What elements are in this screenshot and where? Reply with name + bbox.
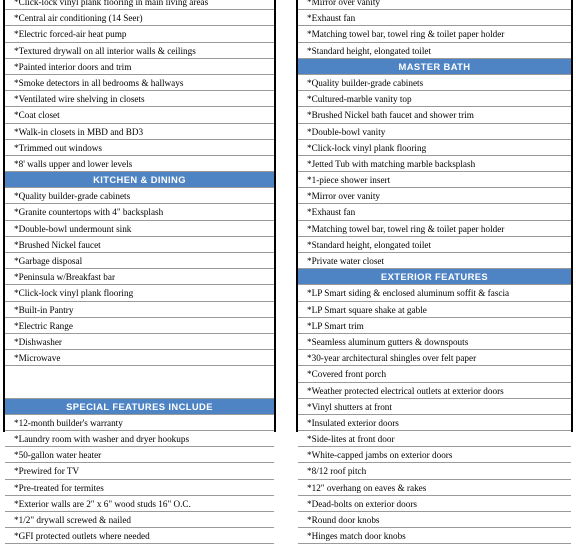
list-item: *Covered front porch (298, 366, 571, 382)
list-item: *12" overhang on eaves & rakes (298, 480, 571, 496)
list-item: *Central air conditioning (14 Seer) (5, 10, 274, 26)
list-item: *Exterior walls are 2" x 6" wood studs 16" O.C. (5, 496, 274, 512)
list-item: *Garbage disposal (5, 253, 274, 269)
list-item: *Click-lock vinyl plank flooring (298, 140, 571, 156)
list-item: *Pre-treated for termites (5, 480, 274, 496)
list-item: *Double-bowl undermount sink (5, 221, 274, 237)
list-item: *8' walls upper and lower levels (5, 156, 274, 172)
list-item: *Prewired for TV (5, 463, 274, 479)
list-item: *Textured drywall on all interior walls & ceilings (5, 43, 274, 59)
list-item: *50-gallon water heater (5, 447, 274, 463)
right-feature-column (296, 0, 573, 542)
kitchen-dining-header: KITCHEN & DINING (5, 172, 274, 188)
list-item: *Granite countertops with 4" backsplash (5, 204, 274, 220)
list-item: *Click-lock vinyl plank flooring in main living areas (5, 0, 274, 10)
list-item: *Smoke detectors in all bedrooms & hallways (5, 75, 274, 91)
list-item: *Vinyl shutters at front (298, 399, 571, 415)
kitchen-features-list (5, 188, 274, 366)
list-item: *Electric Range (5, 318, 274, 334)
list-item: *GFI protected outlets where needed (5, 528, 274, 544)
list-item: *Painted interior doors and trim (5, 59, 274, 75)
special-features-header: SPECIAL FEATURES INCLUDE (5, 399, 274, 415)
list-item: *Trimmed out windows (5, 140, 274, 156)
list-item: *Hinges match door knobs (298, 528, 571, 544)
list-item: *Standard height, elongated toilet (298, 43, 571, 59)
list-item: *Exhaust fan (298, 10, 571, 26)
list-item: *Round door knobs (298, 512, 571, 528)
list-item: *Double-bowl vanity (298, 124, 571, 140)
list-item: *Jetted Tub with matching marble backsplash (298, 156, 571, 172)
list-item: *Laundry room with washer and dryer hookups (5, 431, 274, 447)
list-item: *Ventilated wire shelving in closets (5, 91, 274, 107)
list-item: *8/12 roof pitch (298, 463, 571, 479)
list-item: *LP Smart square shake at gable (298, 302, 571, 318)
list-item: *LP Smart trim (298, 318, 571, 334)
list-item: *Matching towel bar, towel ring & toilet paper holder (298, 221, 571, 237)
list-item: *30-year architectural shingles over felt paper (298, 350, 571, 366)
list-item: *Brushed Nickel bath faucet and shower trim (298, 107, 571, 123)
list-item: *Weather protected electrical outlets at exterior doors (298, 383, 571, 399)
list-item: *Seamless aluminum gutters & downspouts (298, 334, 571, 350)
general-features-list (5, 0, 274, 172)
list-item: *Private water closet (298, 253, 571, 269)
blank-rows (5, 366, 274, 398)
list-item: *Built-in Pantry (5, 302, 274, 318)
master-bath-list (298, 75, 571, 269)
list-item: *Insulated exterior doors (298, 415, 571, 431)
list-item: *Quality builder-grade cabinets (5, 188, 274, 204)
list-item: *Dishwasher (5, 334, 274, 350)
list-item: *1/2" drywall screwed & nailed (5, 512, 274, 528)
list-item: *1-piece shower insert (298, 172, 571, 188)
list-item: *Coat closet (5, 107, 274, 123)
list-item: *Click-lock vinyl plank flooring (5, 285, 274, 301)
bath-features-list (298, 0, 571, 59)
list-item: *Cultured-marble vanity top (298, 91, 571, 107)
left-feature-column (3, 0, 276, 542)
list-item: *Peninsula w/Breakfast bar (5, 269, 274, 285)
list-item: *Exhaust fan (298, 204, 571, 220)
list-item: *Side-lites at front door (298, 431, 571, 447)
list-item: *Microwave (5, 350, 274, 366)
list-item: *Quality builder-grade cabinets (298, 75, 571, 91)
master-bath-header: MASTER BATH (298, 59, 571, 75)
list-item: *LP Smart siding & enclosed aluminum soffit & fascia (298, 285, 571, 301)
list-item: *Dead-bolts on exterior doors (298, 496, 571, 512)
exterior-features-header: EXTERIOR FEATURES (298, 269, 571, 285)
list-item: *Walk-in closets in MBD and BD3 (5, 124, 274, 140)
list-item: *White-capped jambs on exterior doors (298, 447, 571, 463)
list-item: *Standard height, elongated toilet (298, 237, 571, 253)
exterior-features-list (298, 285, 571, 544)
list-item: *Mirror over vanity (298, 188, 571, 204)
list-item: *Electric forced-air heat pump (5, 26, 274, 42)
list-item: *Brushed Nickel faucet (5, 237, 274, 253)
list-item: *Mirror over vanity (298, 0, 571, 10)
special-features-list (5, 415, 274, 544)
list-item: *Matching towel bar, towel ring & toilet paper holder (298, 26, 571, 42)
list-item: *12-month builder's warranty (5, 415, 274, 431)
